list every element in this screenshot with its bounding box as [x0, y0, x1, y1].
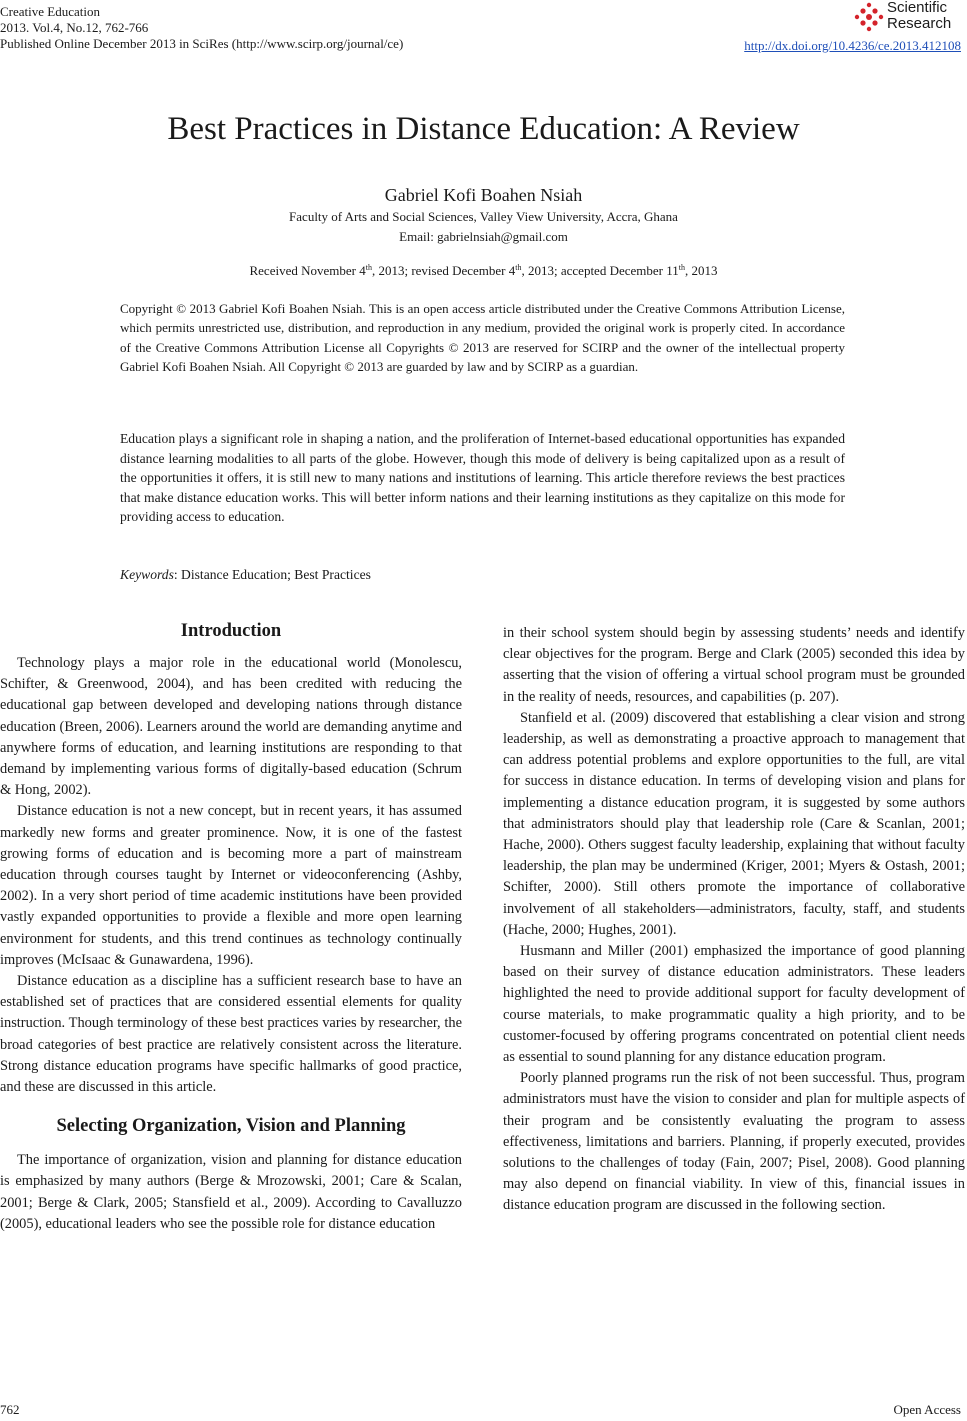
logo-text-line1: Scientific — [887, 0, 948, 16]
author-email: Email: gabrielnsiah@gmail.com — [399, 229, 568, 244]
paragraph: Distance education is not a new concept, but in recent years, it has assumed markedly new forms and greater prominence. Now, it is one of the fastest growing forms of education and is becoming more a part of mainstream education through courses taught by Internet or videoconferencing (Ashby, 2002). In a very short period of time academic institutions have been provided vastly expanded opportunities to provide a flexible and more open learning environment for students, and this trend continues as technology continually improves (McIsaac & Gunawardena, 1996). — [0, 803, 462, 968]
logo-dots-icon — [853, 2, 885, 32]
copyright-notice: Copyright © 2013 Gabriel Kofi Boahen Nsiah. This is an open access article distributed under the Creative Commons Attribution License, which permits unrestricted use, distribution, and reproduction in any medium, provided the original work is properly cited. In accordance of the Creative Commons Attribution License all Copyrights © 2013 are reserved for SCIRP and the owner of the intellectual property Gabriel Kofi Boahen Nsiah. All Copyright © 2013 are guarded by law and by SCIRP as a guardian. — [120, 301, 845, 375]
paragraph: Poorly planned programs run the risk of not been successful. Thus, program administrators must have the vision to consider and plan for multiple aspects of their program and be consistently evaluating the program to assess effectiveness, limitations and barriers. Planning, if properly executed, provides solutions to the challenges of today (Fain, 2007; Pisel, 2008). Good planning may also depend on financial viability. In view of this, financial issues in distance education program are discussed in the following section. — [503, 1070, 965, 1214]
page-number: 762 — [0, 1402, 20, 1417]
keywords — [120, 566, 371, 584]
paragraph: Husmann and Miller (2001) emphasized the importance of good planning based on their survey of distance education administrators. These leaders highlighted the need to provide additional support for faculty development of course materials, to make programmatic quality a high priority, and to be customer-focused by offering programs concentrated on potential client needs as essential to sound planning for any distance education program. — [503, 943, 965, 1066]
journal-name: Creative Education — [0, 4, 100, 19]
body-column-right — [503, 623, 965, 1217]
paragraph: in their school system should begin by assessing students’ needs and identify clear objectives for the program. Berge and Clark (2005) seconded this idea by asserting that the vision of offering a virtual school program must be grounded in the reality of needs, resources, and capabilities (p. 207). — [503, 625, 965, 705]
paragraph: Technology plays a major role in the educational world (Monolescu, Schifter, & Greenwood, 2004), and has been credited with reducing the educational gap between developed and developing nations through distance education (Breen, 2006). Learners around the world are demanding anytime and anywhere forms of education, and learning institutions are responding to that demand by implementing various forms of digitally-based education (Schrum & Hong, 2002). — [0, 655, 462, 799]
author-affiliation: Faculty of Arts and Social Sciences, Valley View University, Accra, Ghana — [289, 209, 678, 224]
article-title: Best Practices in Distance Education: A Review — [167, 111, 800, 147]
keywords-label: Keywords — [120, 567, 174, 582]
paragraph: Distance education as a discipline has a sufficient research base to have an established set of practices that are considered essential elements for quality instruction. Though terminology of these best practices varies by researcher, the broad categories of best practice are relatively consistent across the literature. Strong distance education programs have specific hallmarks of good practice, and these are discussed in this article. — [0, 973, 462, 1096]
body-column-left — [0, 619, 462, 1235]
journal-header — [0, 4, 403, 52]
section-heading-introduction: Introduction — [180, 621, 282, 641]
paragraph: The importance of organization, vision and planning for distance education is emphasized by many authors (Berge & Mrozowski, 2001; Care & Scalan, 2001; Berge & Clark, 2005; Stansfield et al., 2009). According to Cavalluzzo (2005), educational leaders who see the possible role for distance education — [0, 1152, 462, 1232]
abstract: Education plays a significant role in shaping a nation, and the proliferation of Internet-based educational opportunities has expanded distance learning modalities to all parts of the globe. However, though this mode of delivery is being capitalized upon as a result of the opportunities it offers, it is still new to many nations and institutions of learning. This article therefore reviews the best practices that make distance education works. This will better inform nations and their learning institutions as they capitalize on this mode for providing access to education. — [120, 431, 845, 525]
open-access-label: Open Access — [893, 1402, 961, 1417]
paragraph: Stanfield et al. (2009) discovered that establishing a clear vision and strong leadership, as well as demonstrating a proactive approach to management that can address potential problems and explore opportunities to the full, are vital for success in distance education. In terms of developing vision and plans for implementing a distance education program, it is suggested by some authors that administrators should play that leadership role (Care & Scanlan, 2001; Hache, 2000). Others suggest faculty leadership, explaining that without faculty leadership, the plan may be undermined (Kriger, 2001; Myers & Ostash, 2001; Schifter, 2000). Still others promote the importance of collaborative involvement of all stakeholders—administrators, faculty, staff, and students (Hache, 2000; Hughes, 2001). — [503, 709, 965, 938]
scientific-research-logo — [853, 0, 963, 36]
received-dates: Received November 4th, 2013; revised December 4th, 2013; accepted December 11th, 2013 — [249, 263, 718, 278]
doi-link[interactable]: http://dx.doi.org/10.4236/ce.2013.412108 — [744, 38, 961, 53]
keywords-list: : Distance Education; Best Practices — [173, 567, 371, 582]
journal-volume: 2013. Vol.4, No.12, 762-766 — [0, 20, 149, 35]
author-name: Gabriel Kofi Boahen Nsiah — [384, 185, 583, 205]
publication-info: Published Online December 2013 in SciRes (http://www.scirp.org/journal/ce) — [0, 36, 404, 51]
section-heading-selecting: Selecting Organization, Vision and Planning — [56, 1116, 406, 1137]
logo-text-line2: Research — [887, 15, 952, 32]
